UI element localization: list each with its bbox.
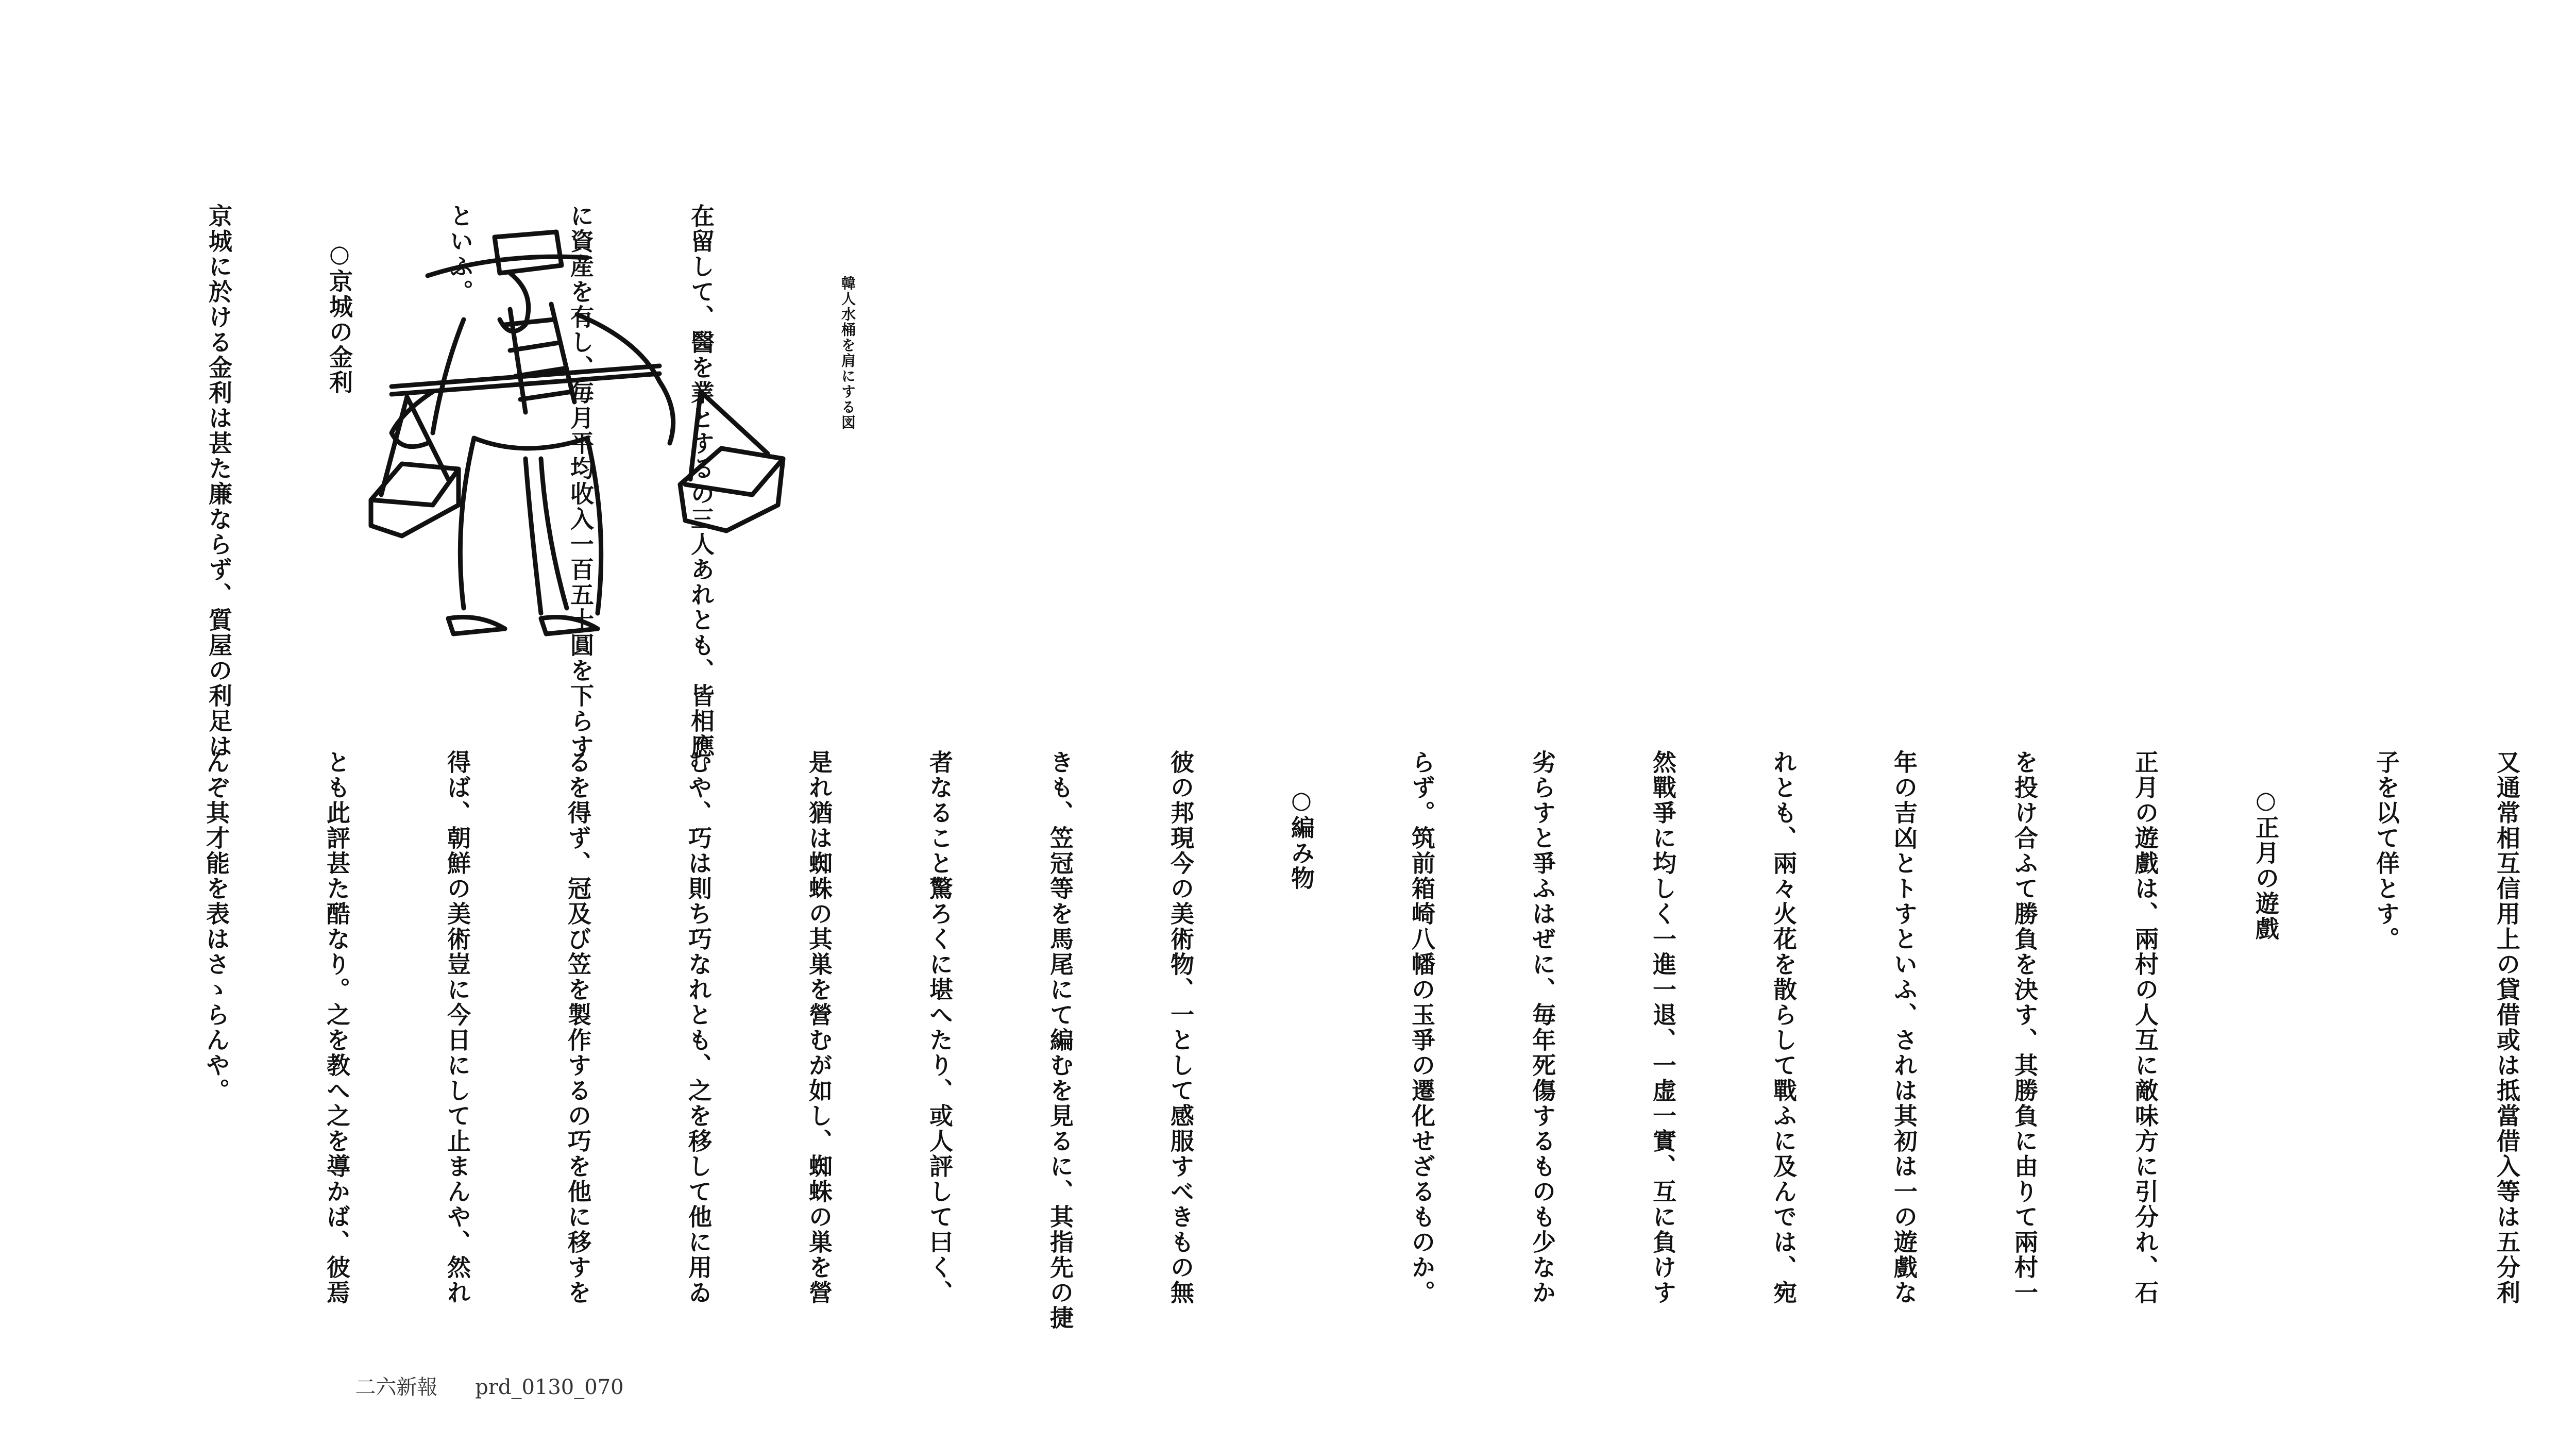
section-heading-amimono: ○編み物 bbox=[1287, 786, 1315, 891]
text-line: 得ば、朝鮮の美術豈に今日にして止まんや、然れ bbox=[444, 750, 471, 1305]
text-line: れとも、兩々火花を散らして戰ふに及んでは、宛 bbox=[1770, 750, 1798, 1305]
text-line: 劣らすと爭ふはぜに、毎年死傷するものも少なか bbox=[1529, 750, 1556, 1305]
page-code: prd_0130_070 bbox=[475, 1375, 624, 1399]
text-line: 又通常相互信用上の貸借或は抵當借入等は五分利 bbox=[2493, 750, 2521, 1305]
section-heading-shogatsu: ○正月の遊戲 bbox=[2252, 786, 2280, 942]
text-line: 子を以て佯とす。 bbox=[2372, 750, 2400, 952]
text-line: むや、巧は則ち巧なれとも、之を移して他に用ゐ bbox=[685, 750, 713, 1305]
text-line: 在留して、醫を業とするの三人あれとも、皆相應 bbox=[687, 204, 715, 759]
upper-text-block bbox=[118, 204, 802, 759]
text-line: んぞ其才能を表はさゝらんや。 bbox=[202, 750, 230, 1103]
text-line: 者なること驚ろくに堪へたり、或人評して曰く、 bbox=[926, 750, 954, 1305]
publication-name: 二六新報 bbox=[355, 1375, 438, 1399]
illustration-caption: 韓人水桶を肩にする図 bbox=[839, 276, 856, 430]
text-line: に資産を有し、毎月平均收入一百五十圓を下らす bbox=[567, 204, 595, 759]
section-heading-kinri: ○京城の金利 bbox=[326, 240, 353, 395]
text-line: 京城に於ける金利は甚た廉ならず、質屋の利足は bbox=[205, 204, 233, 759]
text-line: といふ。 bbox=[446, 204, 474, 305]
text-line: 年の吉凶とトすといふ、されは其初は一の遊戲な bbox=[1890, 750, 1918, 1305]
text-line: るを得ず、冠及び笠を製作するの巧を他に移すを bbox=[564, 750, 592, 1305]
lower-text-block bbox=[116, 750, 2576, 1331]
page-footer bbox=[0, 1371, 979, 1400]
text-line: 彼の邦現今の美術物、一として感服すべきもの無 bbox=[1167, 750, 1195, 1305]
text-line: きも、笠冠等を馬尾にて編むを見るに、其指先の捷 bbox=[1046, 750, 1074, 1331]
text-line: 正月の遊戲は、兩村の人互に敵味方に引分れ、石 bbox=[2131, 750, 2159, 1305]
text-line: 是れ猶は蜘蛛の其巣を營むが如し、蜘蛛の巣を營 bbox=[805, 750, 833, 1305]
text-line: らず。筑前箱崎八幡の玉爭の遷化せざるものか。 bbox=[1408, 750, 1436, 1305]
text-line: とも此評甚た酷なり。之を教へ之を導かば、彼焉 bbox=[323, 750, 351, 1305]
text-line: 然戰爭に均しく一進一退、一虚一實、互に負けす bbox=[1649, 750, 1677, 1305]
text-line: を投け合ふて勝負を決す、其勝負に由りて兩村一 bbox=[2011, 750, 2039, 1305]
